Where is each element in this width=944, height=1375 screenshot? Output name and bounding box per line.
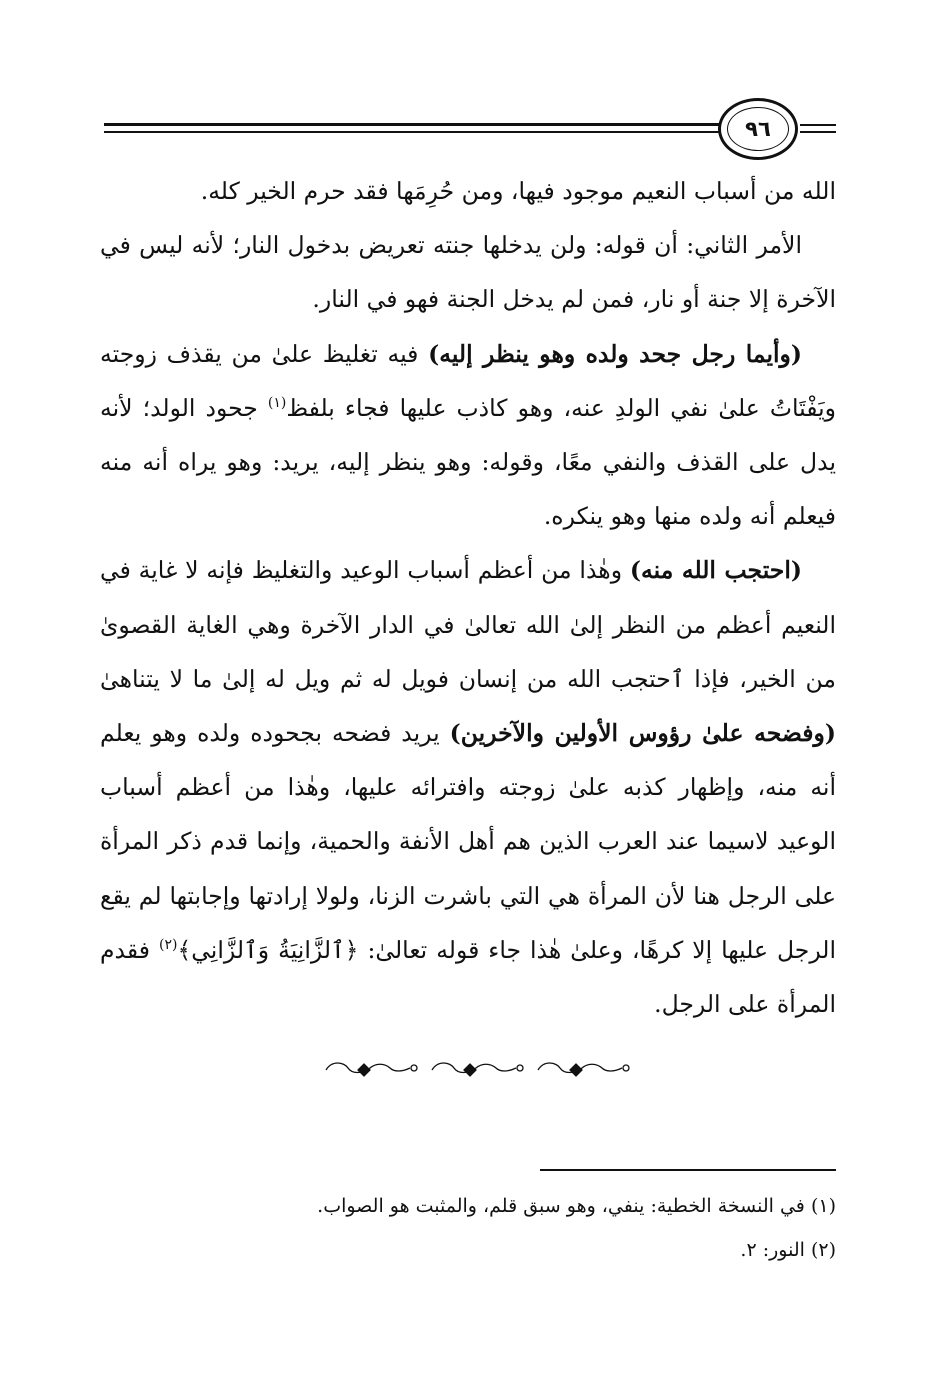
paragraph — [100, 543, 836, 1031]
ornament-flourish — [538, 1063, 629, 1076]
header-rule — [800, 131, 836, 133]
footnote-marker: (٢) — [158, 937, 178, 954]
ornament-flourish — [326, 1063, 417, 1076]
footnote-separator — [540, 1169, 836, 1171]
paragraph-text: وهٰذا من أعظم أسباب الوعيد والتغليظ فإنه لا غاية في النعيم أعظم من النظر إلىٰ الله تعالىٰ في الدار الآخرة وهي الغاية القصوىٰ من الخير، فإذا ٱحتجب الله من إنسان فويل له ثم ويل له إلىٰ ما لا يتناهىٰ — [100, 556, 836, 693]
page-number-badge — [718, 98, 798, 160]
paragraph-text: فقدم المرأة على الرجل. — [100, 935, 836, 1019]
footnotes — [100, 1184, 836, 1272]
footnote-marker: (١) — [267, 394, 287, 411]
quran-quote: ﴿ٱلزَّانِيَةُ وَٱلزَّانِي﴾ — [177, 935, 359, 964]
section-divider-ornament — [318, 1048, 632, 1088]
footnote-number: (١) — [810, 1195, 836, 1217]
footnote — [100, 1184, 836, 1228]
ornament-flourish — [432, 1063, 523, 1076]
header-rule — [800, 124, 836, 126]
footnote — [100, 1228, 836, 1272]
page-number: ٩٦ — [745, 117, 771, 141]
hadith-quote: (وفضحه علىٰ رؤوس الأولين والآخرين) — [449, 719, 836, 748]
page-header — [100, 96, 840, 166]
paragraph-text: الله من أسباب النعيم موجود فيها، ومن حُرِمَها فقد حرم الخير كله. — [200, 177, 836, 205]
footnote-number: (٢) — [810, 1239, 836, 1261]
paragraph — [100, 327, 836, 544]
paragraph-text: الأمر الثاني: أن قوله: ولن يدخلها جنته تعريض بدخول النار؛ لأنه ليس في الآخرة إلا جنة أو نار، فمن لم يدخل الجنة فهو في النار. — [100, 231, 836, 314]
hadith-quote: (احتجب الله منه) — [629, 556, 802, 585]
paragraph-text: فيه تغليظ علىٰ من يقذف زوجته ويَفْتَاتُ علىٰ نفي الولدِ عنه، وهو كاذب عليها فجاء بلفظ — [100, 339, 836, 422]
header-rule — [104, 131, 732, 133]
paragraph-text: جحود الولد؛ لأنه يدل على القذف والنفي معًا، وقوله: وهو ينظر إليه، يريد: وهو يراه أنه منه فيعلم أنه ولده منها وهو ينكره. — [100, 393, 836, 531]
paragraph-text: يريد فضحه بجحوده ولده وهو يعلم أنه منه، وإظهار كذبه علىٰ زوجته وافترائه عليها، وهٰذا من أعظم أسباب الوعيد لاسيما عند العرب الذين هم أهل الأنفة والحمية، وإنما قدم ذكر المرأة على الرجل هنا لأن المرأة هي التي باشرت الزنا، ولولا إرادتها وإجابتها لم يقع الرجل عليها إلا كرهًا، وعلىٰ هٰذا جاء قوله تعالىٰ: — [100, 719, 836, 964]
paragraph — [100, 164, 836, 218]
header-rule — [104, 123, 732, 126]
main-text — [100, 164, 836, 1031]
hadith-quote: (وأيما رجل جحد ولده وهو ينظر إليه) — [428, 339, 802, 368]
footnote-text: في النسخة الخطية: ينفي، وهو سبق قلم، والمثبت هو الصواب. — [317, 1195, 805, 1217]
footnote-text: النور: ٢. — [740, 1239, 805, 1261]
paragraph — [100, 218, 836, 326]
